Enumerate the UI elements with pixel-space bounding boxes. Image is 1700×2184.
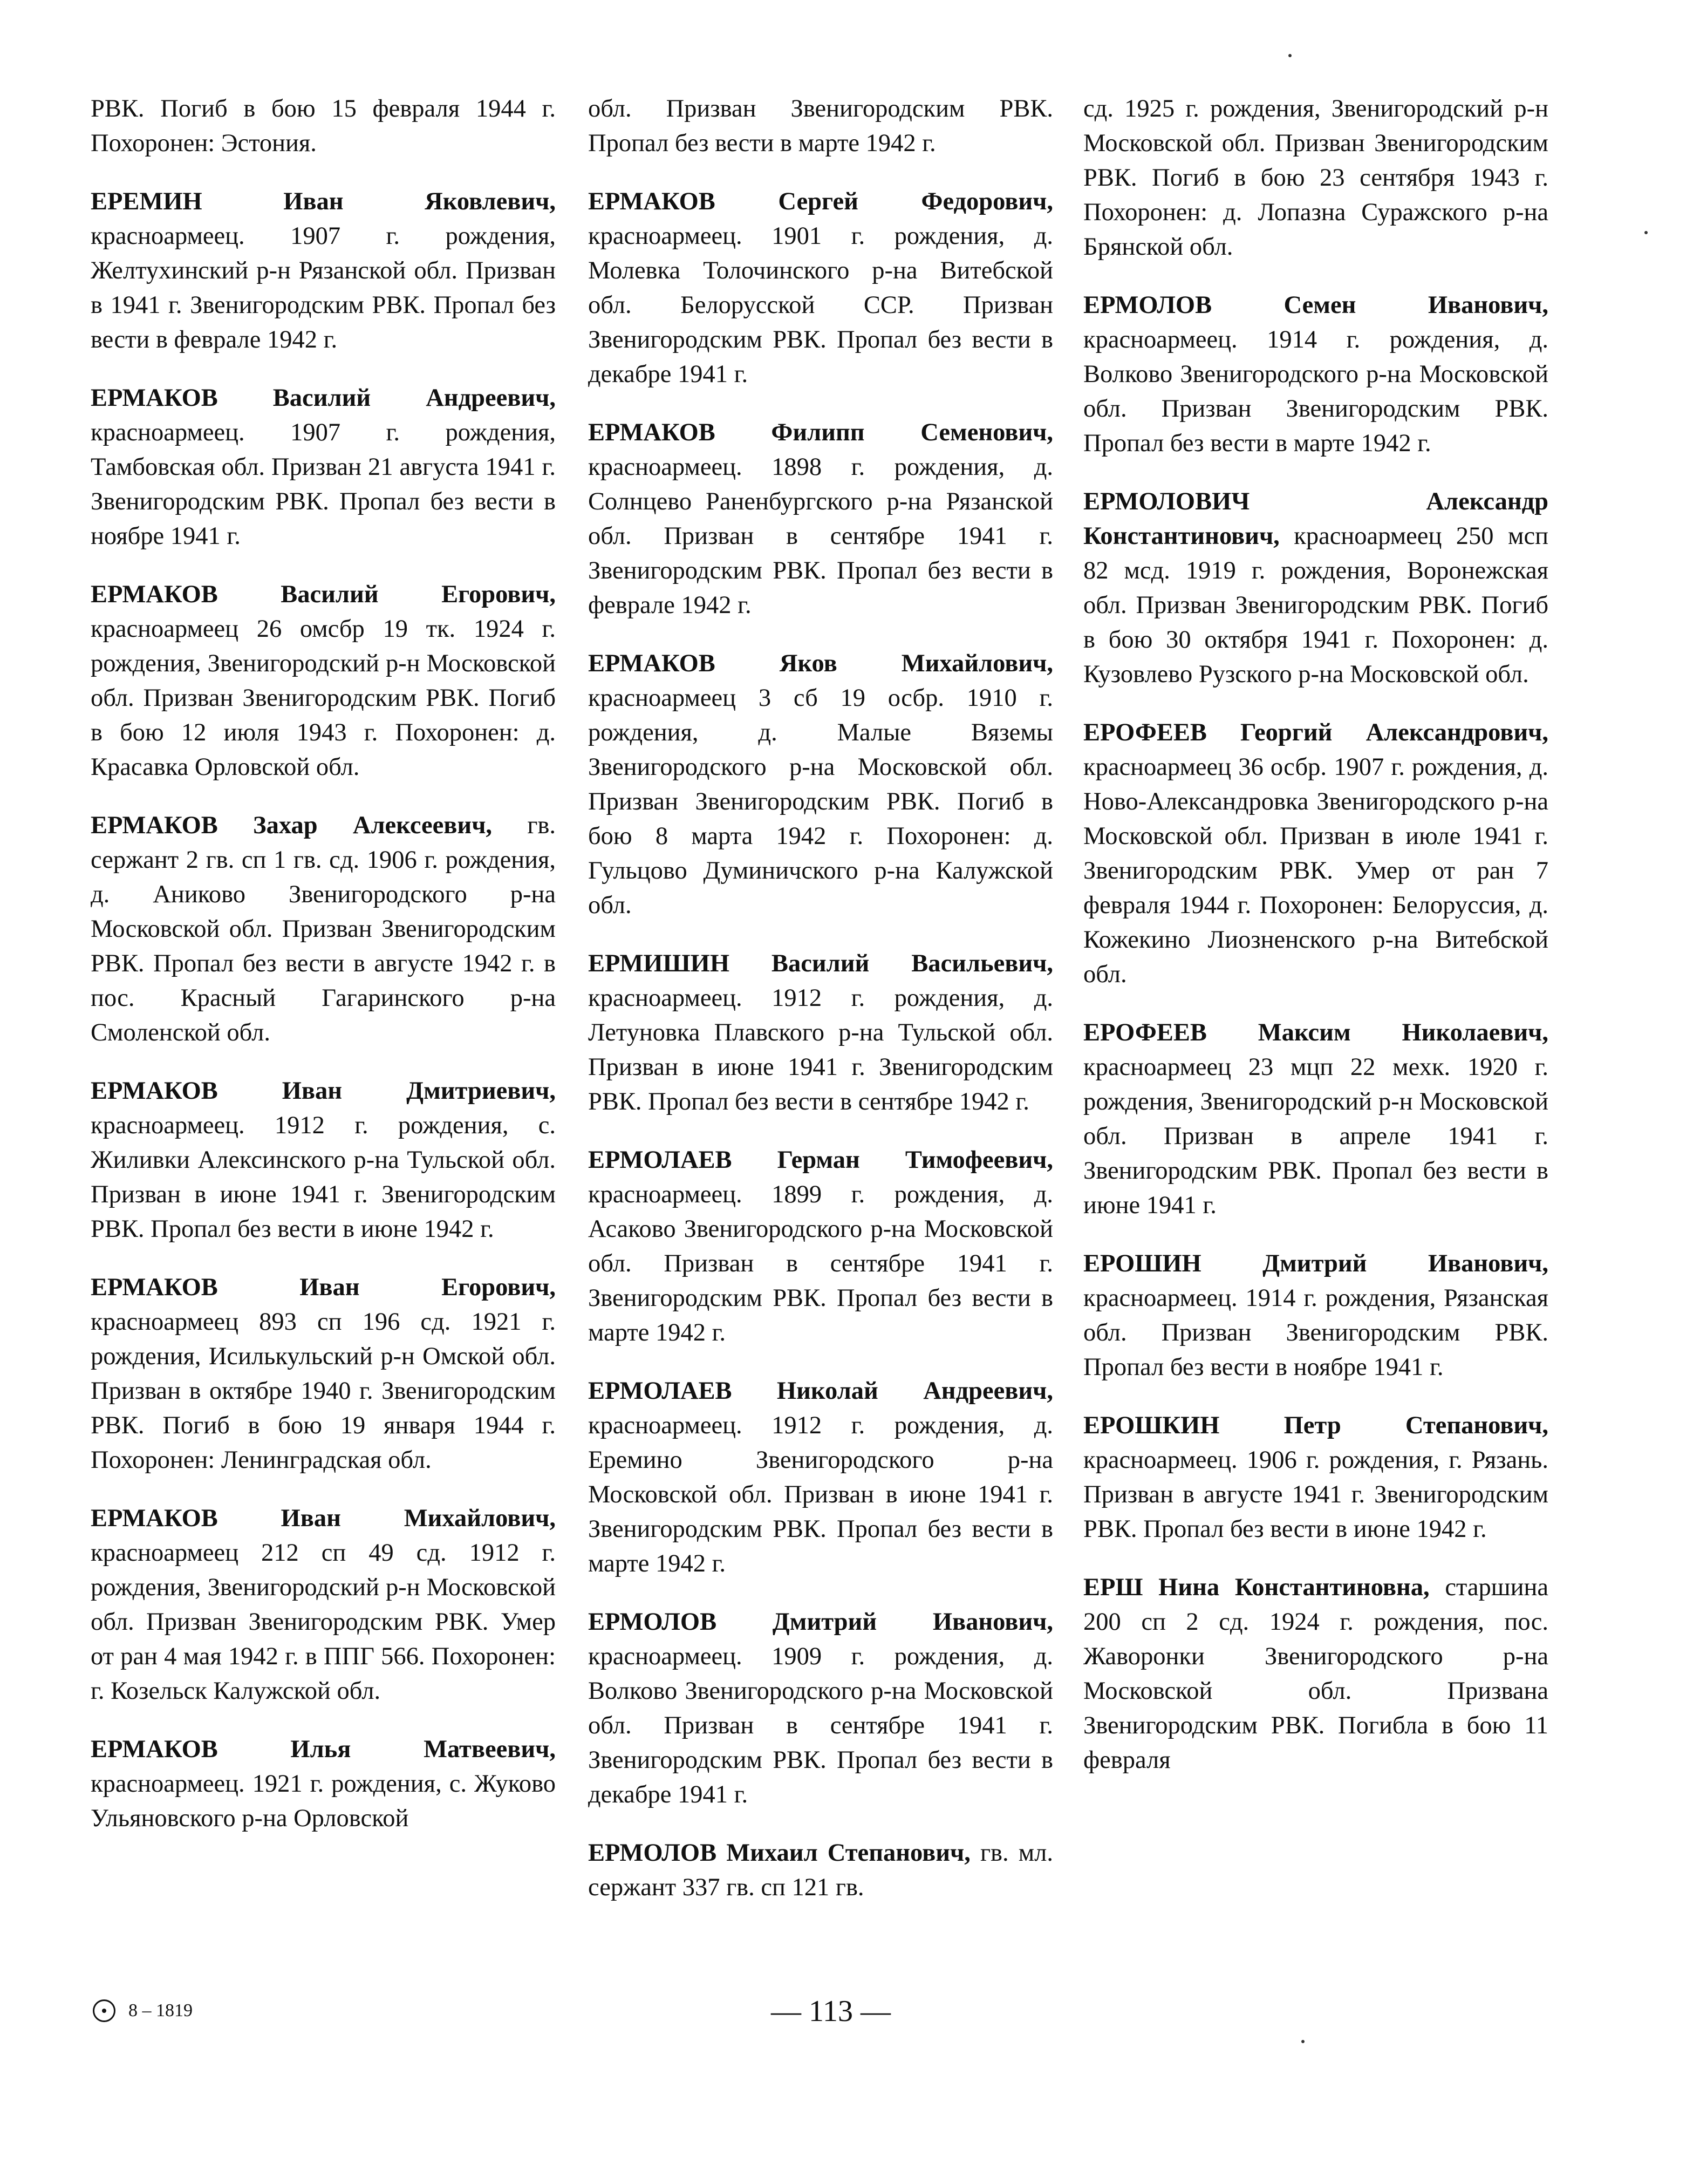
entry-text: гв. мл. сержант 337 гв. сп 121 гв. <box>588 1839 1053 1901</box>
entry-text: красноармеец. 1912 г. рождения, д. Летуновка Плавского р-на Тульской обл. Призван в июне 1941 г. Звенигородским РВК. Пропал без вести в сентябре 1942 г. <box>588 984 1053 1115</box>
person-name: ЕРМОЛАЕВ Николай Андреевич, <box>588 1377 1053 1405</box>
biography-entry <box>1083 1016 1548 1223</box>
person-name: ЕРМАКОВ Яков Михайлович, <box>588 650 1053 677</box>
person-name: ЕРОШКИН Петр Степанович, <box>1083 1412 1548 1439</box>
circle-dot-icon <box>93 1999 115 2022</box>
text-column-3 <box>1083 92 1548 1801</box>
text-column-2 <box>588 92 1053 1929</box>
entry-text: красноармеец. 1914 г. рождения, д. Волково Звенигородского р-на Московской обл. Призван Звенигородским РВК. Пропал без вести в марте 1942 г. <box>1083 326 1548 457</box>
entry-text: красноармеец. 1921 г. рождения, с. Жуково Ульяновского р-на Орловской <box>91 1770 556 1832</box>
page-number: — 113 — <box>771 1995 891 2028</box>
person-name: ЕРОФЕЕВ Георгий Александрович, <box>1083 719 1548 746</box>
person-name: ЕРМОЛОВ Семен Иванович, <box>1083 291 1548 319</box>
person-name: ЕРМАКОВ Филипп Семенович, <box>588 419 1053 446</box>
biography-entry <box>588 185 1053 392</box>
entry-text: красноармеец 3 сб 19 осбр. 1910 г. рождения, д. Малые Вяземы Звенигородского р-на Московской обл. Призван Звенигородским РВК. Погиб в бою 8 марта 1942 г. Похоронен: д. Гульцово Думиничского р-на Калужской обл. <box>588 684 1053 919</box>
scan-speck <box>1288 54 1292 57</box>
biography-entry <box>588 1836 1053 1905</box>
biography-entry <box>1083 92 1548 264</box>
person-name: ЕРМАКОВ Василий Егорович, <box>91 581 556 608</box>
biography-entry <box>588 416 1053 623</box>
person-name: ЕРМИШИН Василий Васильевич, <box>588 950 1053 977</box>
entry-text: красноармеец 212 сп 49 сд. 1912 г. рождения, Звенигородский р-н Московской обл. Призван Звенигородским РВК. Умер от ран 4 мая 1942 г. в ППГ 566. Похоронен: г. Козельск Калужской обл. <box>91 1539 556 1705</box>
scan-speck <box>1644 231 1648 234</box>
biography-entry <box>588 1143 1053 1350</box>
person-name: ЕРМАКОВ Захар Алексеевич, <box>91 812 493 839</box>
printer-footer-mark <box>93 1999 193 2022</box>
entry-text: красноармеец. 1906 г. рождения, г. Рязань. Призван в августе 1941 г. Звенигородским РВК. Пропал без вести в июне 1942 г. <box>1083 1446 1548 1543</box>
entry-text: красноармеец 23 мцп 22 мехк. 1920 г. рождения, Звенигородский р-н Московской обл. Призван в апреле 1941 г. Звенигородским РВК. Пропал без вести в июне 1941 г. <box>1083 1053 1548 1219</box>
entry-text: красноармеец. 1909 г. рождения, д. Волково Звенигородского р-на Московской обл. Призван в сентябре 1941 г. Звенигородским РВК. Пропал без вести в декабре 1941 г. <box>588 1643 1053 1808</box>
person-name: ЕРМОЛОВИЧ Александр Константинович, <box>1083 488 1548 550</box>
entry-text: красноармеец. 1907 г. рождения, Желтухинский р-н Рязанской обл. Призван в 1941 г. Звенигородским РВК. Пропал без вести в феврале 1942 г. <box>91 222 556 353</box>
person-name: ЕРМАКОВ Иван Егорович, <box>91 1274 556 1301</box>
biography-entry <box>1083 1409 1548 1547</box>
entry-text: РВК. Погиб в бою 15 февраля 1944 г. Похоронен: Эстония. <box>91 95 556 157</box>
biography-entry <box>1083 1570 1548 1778</box>
person-name: ЕРМАКОВ Сергей Федорович, <box>588 188 1053 215</box>
person-name: ЕРМАКОВ Иван Михайлович, <box>91 1505 556 1532</box>
signature-number: 8 – 1819 <box>128 2001 193 2020</box>
entry-text: обл. Призван Звенигородским РВК. Пропал без вести в марте 1942 г. <box>588 95 1053 157</box>
biography-entry <box>91 92 556 161</box>
text-column-1 <box>91 92 556 1860</box>
entry-text: красноармеец. 1899 г. рождения, д. Асаково Звенигородского р-на Московской обл. Призван в сентябре 1941 г. Звенигородским РВК. Пропал без вести в марте 1942 г. <box>588 1181 1053 1346</box>
biography-entry <box>91 185 556 357</box>
entry-text: сд. 1925 г. рождения, Звенигородский р-н Московской обл. Призван Звенигородским РВК. Погиб в бою 23 сентября 1943 г. Похоронен: д. Лопазна Суражского р-на Брянской обл. <box>1083 95 1548 261</box>
person-name: ЕРМОЛАЕВ Герман Тимофеевич, <box>588 1146 1053 1174</box>
person-name: ЕРМАКОВ Илья Матвеевич, <box>91 1736 556 1763</box>
biography-entry <box>1083 1247 1548 1385</box>
entry-text: красноармеец 26 омсбр 19 тк. 1924 г. рождения, Звенигородский р-н Московской обл. Призван Звенигородским РВК. Погиб в бою 12 июля 1943 г. Похоронен: д. Красавка Орловской обл. <box>91 615 556 781</box>
entry-text: красноармеец. 1912 г. рождения, с. Жиливки Алексинского р-на Тульской обл. Призван в июне 1941 г. Звенигородским РВК. Пропал без вести в июне 1942 г. <box>91 1112 556 1243</box>
biography-entry <box>588 1374 1053 1581</box>
biography-entry <box>588 947 1053 1119</box>
biography-entry <box>1083 288 1548 461</box>
biography-entry <box>588 1605 1053 1812</box>
biography-entry <box>91 1501 556 1709</box>
entry-text: красноармеец. 1912 г. рождения, д. Еремино Звенигородского р-на Московской обл. Призван в июне 1941 г. Звенигородским РВК. Пропал без вести в марте 1942 г. <box>588 1412 1053 1577</box>
biography-entry <box>1083 716 1548 992</box>
person-name: ЕРМОЛОВ Михаил Степанович, <box>588 1839 971 1867</box>
entry-text: красноармеец. 1914 г. рождения, Рязанская обл. Призван Звенигородским РВК. Пропал без вести в ноябре 1941 г. <box>1083 1284 1548 1381</box>
biography-entry <box>588 92 1053 161</box>
biography-entry <box>91 1270 556 1478</box>
biography-entry <box>588 647 1053 923</box>
entry-text: красноармеец 36 осбр. 1907 г. рождения, д. Ново-Александровка Звенигородского р-на Московской обл. Призван в июле 1941 г. Звенигородским РВК. Умер от ран 7 февраля 1944 г. Похоронен: Белоруссия, д. Кожекино Лиозненского р-на Витебской обл. <box>1083 753 1548 988</box>
entry-text: красноармеец 893 сп 196 сд. 1921 г. рождения, Исилькульский р-н Омской обл. Призван в октябре 1940 г. Звенигородским РВК. Погиб в бою 19 января 1944 г. Похоронен: Ленинградская обл. <box>91 1308 556 1474</box>
entry-text: красноармеец. 1898 г. рождения, д. Солнцево Раненбургского р-на Рязанской обл. Призван в сентябре 1941 г. Звенигородским РВК. Пропал без вести в феврале 1942 г. <box>588 453 1053 619</box>
scan-speck <box>1301 2040 1305 2043</box>
biography-entry <box>91 577 556 785</box>
entry-text: красноармеец. 1901 г. рождения, д. Молевка Толочинского р-на Витебской обл. Белорусской ССР. Призван Звенигородским РВК. Пропал без вести в декабре 1941 г. <box>588 222 1053 388</box>
person-name: ЕРШ Нина Константиновна, <box>1083 1574 1430 1601</box>
biography-entry <box>91 381 556 554</box>
biography-entry <box>91 1732 556 1836</box>
person-name: ЕРМОЛОВ Дмитрий Иванович, <box>588 1608 1053 1636</box>
person-name: ЕРМАКОВ Иван Дмитриевич, <box>91 1077 556 1105</box>
person-name: ЕРМАКОВ Василий Андреевич, <box>91 384 556 412</box>
entry-text: старшина 200 сп 2 сд. 1924 г. рождения, пос. Жаворонки Звенигородского р-на Московской обл. Призвана Звенигородским РВК. Погибла в бою 11 февраля <box>1083 1574 1548 1774</box>
person-name: ЕРЕМИН Иван Яковлевич, <box>91 188 556 215</box>
entry-text: красноармеец. 1907 г. рождения, Тамбовская обл. Призван 21 августа 1941 г. Звенигородским РВК. Пропал без вести в ноябре 1941 г. <box>91 419 556 550</box>
biography-entry <box>1083 485 1548 692</box>
entry-text: красноармеец 250 мсп 82 мсд. 1919 г. рождения, Воронежская обл. Призван Звенигородским РВК. Погиб в бою 30 октября 1941 г. Похоронен: д. Кузовлево Рузского р-на Московской обл. <box>1083 522 1548 688</box>
person-name: ЕРОШИН Дмитрий Иванович, <box>1083 1250 1548 1277</box>
biography-entry <box>91 1074 556 1247</box>
biography-entry <box>91 808 556 1050</box>
entry-text: гв. сержант 2 гв. сп 1 гв. сд. 1906 г. рождения, д. Аниково Звенигородского р-на Московской обл. Призван Звенигородским РВК. Пропал без вести в августе 1942 г. в пос. Красный Гагаринского р-на Смоленской обл. <box>91 812 556 1046</box>
person-name: ЕРОФЕЕВ Максим Николаевич, <box>1083 1019 1548 1046</box>
